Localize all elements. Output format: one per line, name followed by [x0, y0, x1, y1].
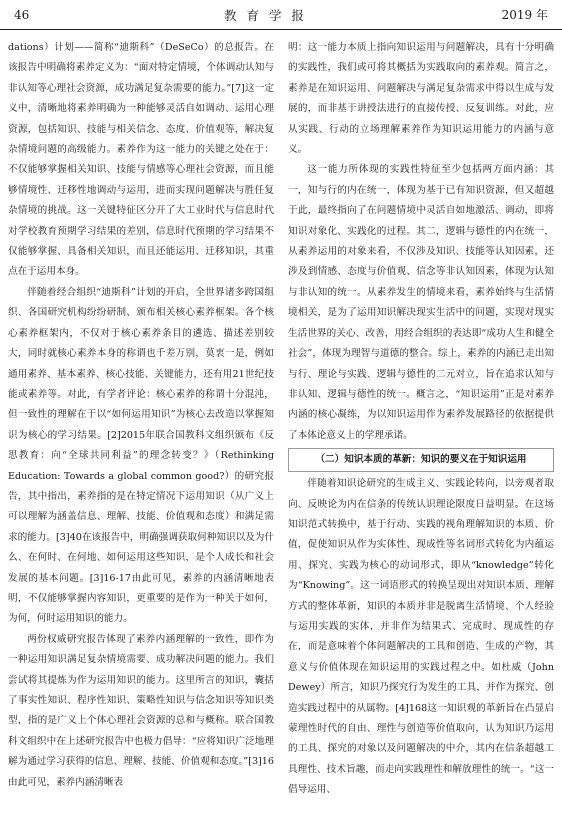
- paragraph: dations）计划——简称“迪斯科”（DeSeCo）的总报告。在该报告中明确将素养定义为：“面对特定情境，个体调动认知与非认知等心理社会资源，成功满足复杂需要的能力。”[7]这一定义中，清晰地将素养明确为一种能够灵活自如调动、运用心理资源，包括知识、技能与相关信念、态度、价值观等，解决复杂情境问题的高级能力。素养作为这一能力的关键之处在于：不仅能够掌握相关知识、技能与情感等心理社会资源，而且能够情境性、迁移性地调动与运用，进而实现问题解决与胜任复杂情境的挑战。这一关键特征区分开了大工业时代与信息时代对学校教育预期学习结果的差别，信息时代预期的学习结果不仅能够掌握、具备相关知识，而且还能运用、迁移知识，其重点在于运用本身。: [8, 42, 274, 278]
- left-column: [8, 38, 274, 828]
- paragraph: 两份权威研究报告体现了素养内涵理解的一致性，即作为一种运用知识满足复杂情境需要、成功解决问题的能力。我们尝试将其提炼为作为运用知识的能力。这里所言的知识，囊括了事实性知识、程序性知识、策略性知识与信念知识等知识类型，指的是广义上个体心理社会资源的总和与概称。联合国教科文组织中在上述研究报告中也极力倡导：“应将知识广泛地理解为通过学习获得的信息、理解、技能、价值观和态度。”[3]16由此可见，素养内涵清晰表: [8, 633, 274, 788]
- article-body: [8, 38, 554, 828]
- paragraph: 这一能力所体现的实践性特征至少包括两方面内涵：其一，知与行的内在统一，体现为基于已有知识资源，但又超越于此，最终指向了在问题情境中灵活自如地激活、调动，即将知识对象化、实践化的过程。其二，逻辑与德性的内在统一，从素养运用的对象来看，不仅涉及知识、技能等认知因素，还涉及到情感、态度与价值观、信念等非认知因素，体现为认知与非认知的统一。从素养发生的情境来看，素养始终与生活情境相关，是为了运用知识解决现实生活中的问题，实现对现实生活世界的关心、改善，用经合组织的表达即“成功人生和健全社会”，体现为理智与道德的整合。综上，素养的内涵已走出知与行、理论与实践、逻辑与德性的二元对立，旨在追求认知与非认知、逻辑与德性的统一。概言之，“知识运用”正是对素养内涵的核心凝练，为以知识运用作为素养发展路径的依据提供了本体论意义上的学理承诺。: [288, 164, 554, 441]
- section-heading: （二）知识本质的革新：知识的要义在于知识运用: [288, 448, 554, 472]
- right-column: [288, 38, 554, 828]
- paragraph: 明：这一能力本质上指向知识运用与问题解决，具有十分明确的实践性，我们或可将其概括为实践取向的素养观。简言之，素养是在知识运用、问题解决与满足复杂需求中得以生成与发展的，而非基于讲授法进行的直接传授、反复训练。对此，应从实践、行动的立场理解素养作为知识运用能力的内涵与意义。: [288, 42, 554, 156]
- paragraph: 伴随着经合组织“迪斯科”计划的开启，全世界诸多跨国组织、各国研究机构纷纷研制、颁布相关核心素养框架。各个核心素养框架内，不仅对于核心素养条目的遴选、描述差别较大，同时就核心素养本身的称谓也千差万别，莫衷一是，例如通用素养、基本素养、核心技能、关键能力，还有用21世纪技能或素养等。对此，有学者评论：核心素养的称谓十分混沌，但一致性的理解在于以“如何运用知识”为核心去改造以掌握知识为核心的学习结果。[2]2015年联合国教科文组织颁布《反思教育：向“全球共同利益”的理念转变？》（Rethinking Education: Towards a global common good?）的研究报告，其中指出，素养指的是在特定情况下运用知识（从广义上可以理解为涵盖信息、理解、技能、价值观和态度）和满足需求的能力。[3]40在该报告中，明确强调获取何种知识以及为什么、在何时、在何地、如何运用这些知识，是个人成长和社会发展的基本问题。[3]16-17由此可见，素养的内涵清晰地表明，不仅能够掌握内容知识，更重要的是作为一种关于如何，为何，何时运用知识的能力。: [8, 286, 274, 625]
- journal-title: 教 育 学 报: [224, 7, 307, 23]
- page-number: 46: [14, 7, 30, 22]
- publication-year: 2019 年: [501, 8, 548, 22]
- page-header: [0, 0, 562, 30]
- paragraph: 伴随着知识论研究的生成主义、实践论转向，以旁观者取向、反映论为内在信条的传统认识理论限度日益明显。在这场知识范式转换中，基于行动、实践的视角理解知识的本质、价值，促使知识从作为实体性、现成性等名词形式转化为内蕴运用、探究、实践为核心的动词形式，即从“knowledge”转化为“Knowing”。这一词语形式的转换呈现出对知识本质、理解方式的整体革新，知识的本质并非是脱离生活情境、个人经验与运用实践的实体，并非作为结果式、完成时、现成性的存在，而是意味着个体问题解决的工具和创造、生成的产物，其意义与价值体现在知识运用的实践过程之中。如杜威（John Dewey）所言，知识乃探究行为发生的工具，并作为探究、创造实践过程中的从属物。[4]168这一知识观的革新旨在凸显启蒙理性时代的自由、理性与创造等价值取向，认为知识乃运用的工具、探究的对象以及问题解决的中介，其内在信条超越工具理性、技术旨趣，而走向实践理性和解放理性的统一。“这一倡导运用、: [288, 478, 554, 796]
